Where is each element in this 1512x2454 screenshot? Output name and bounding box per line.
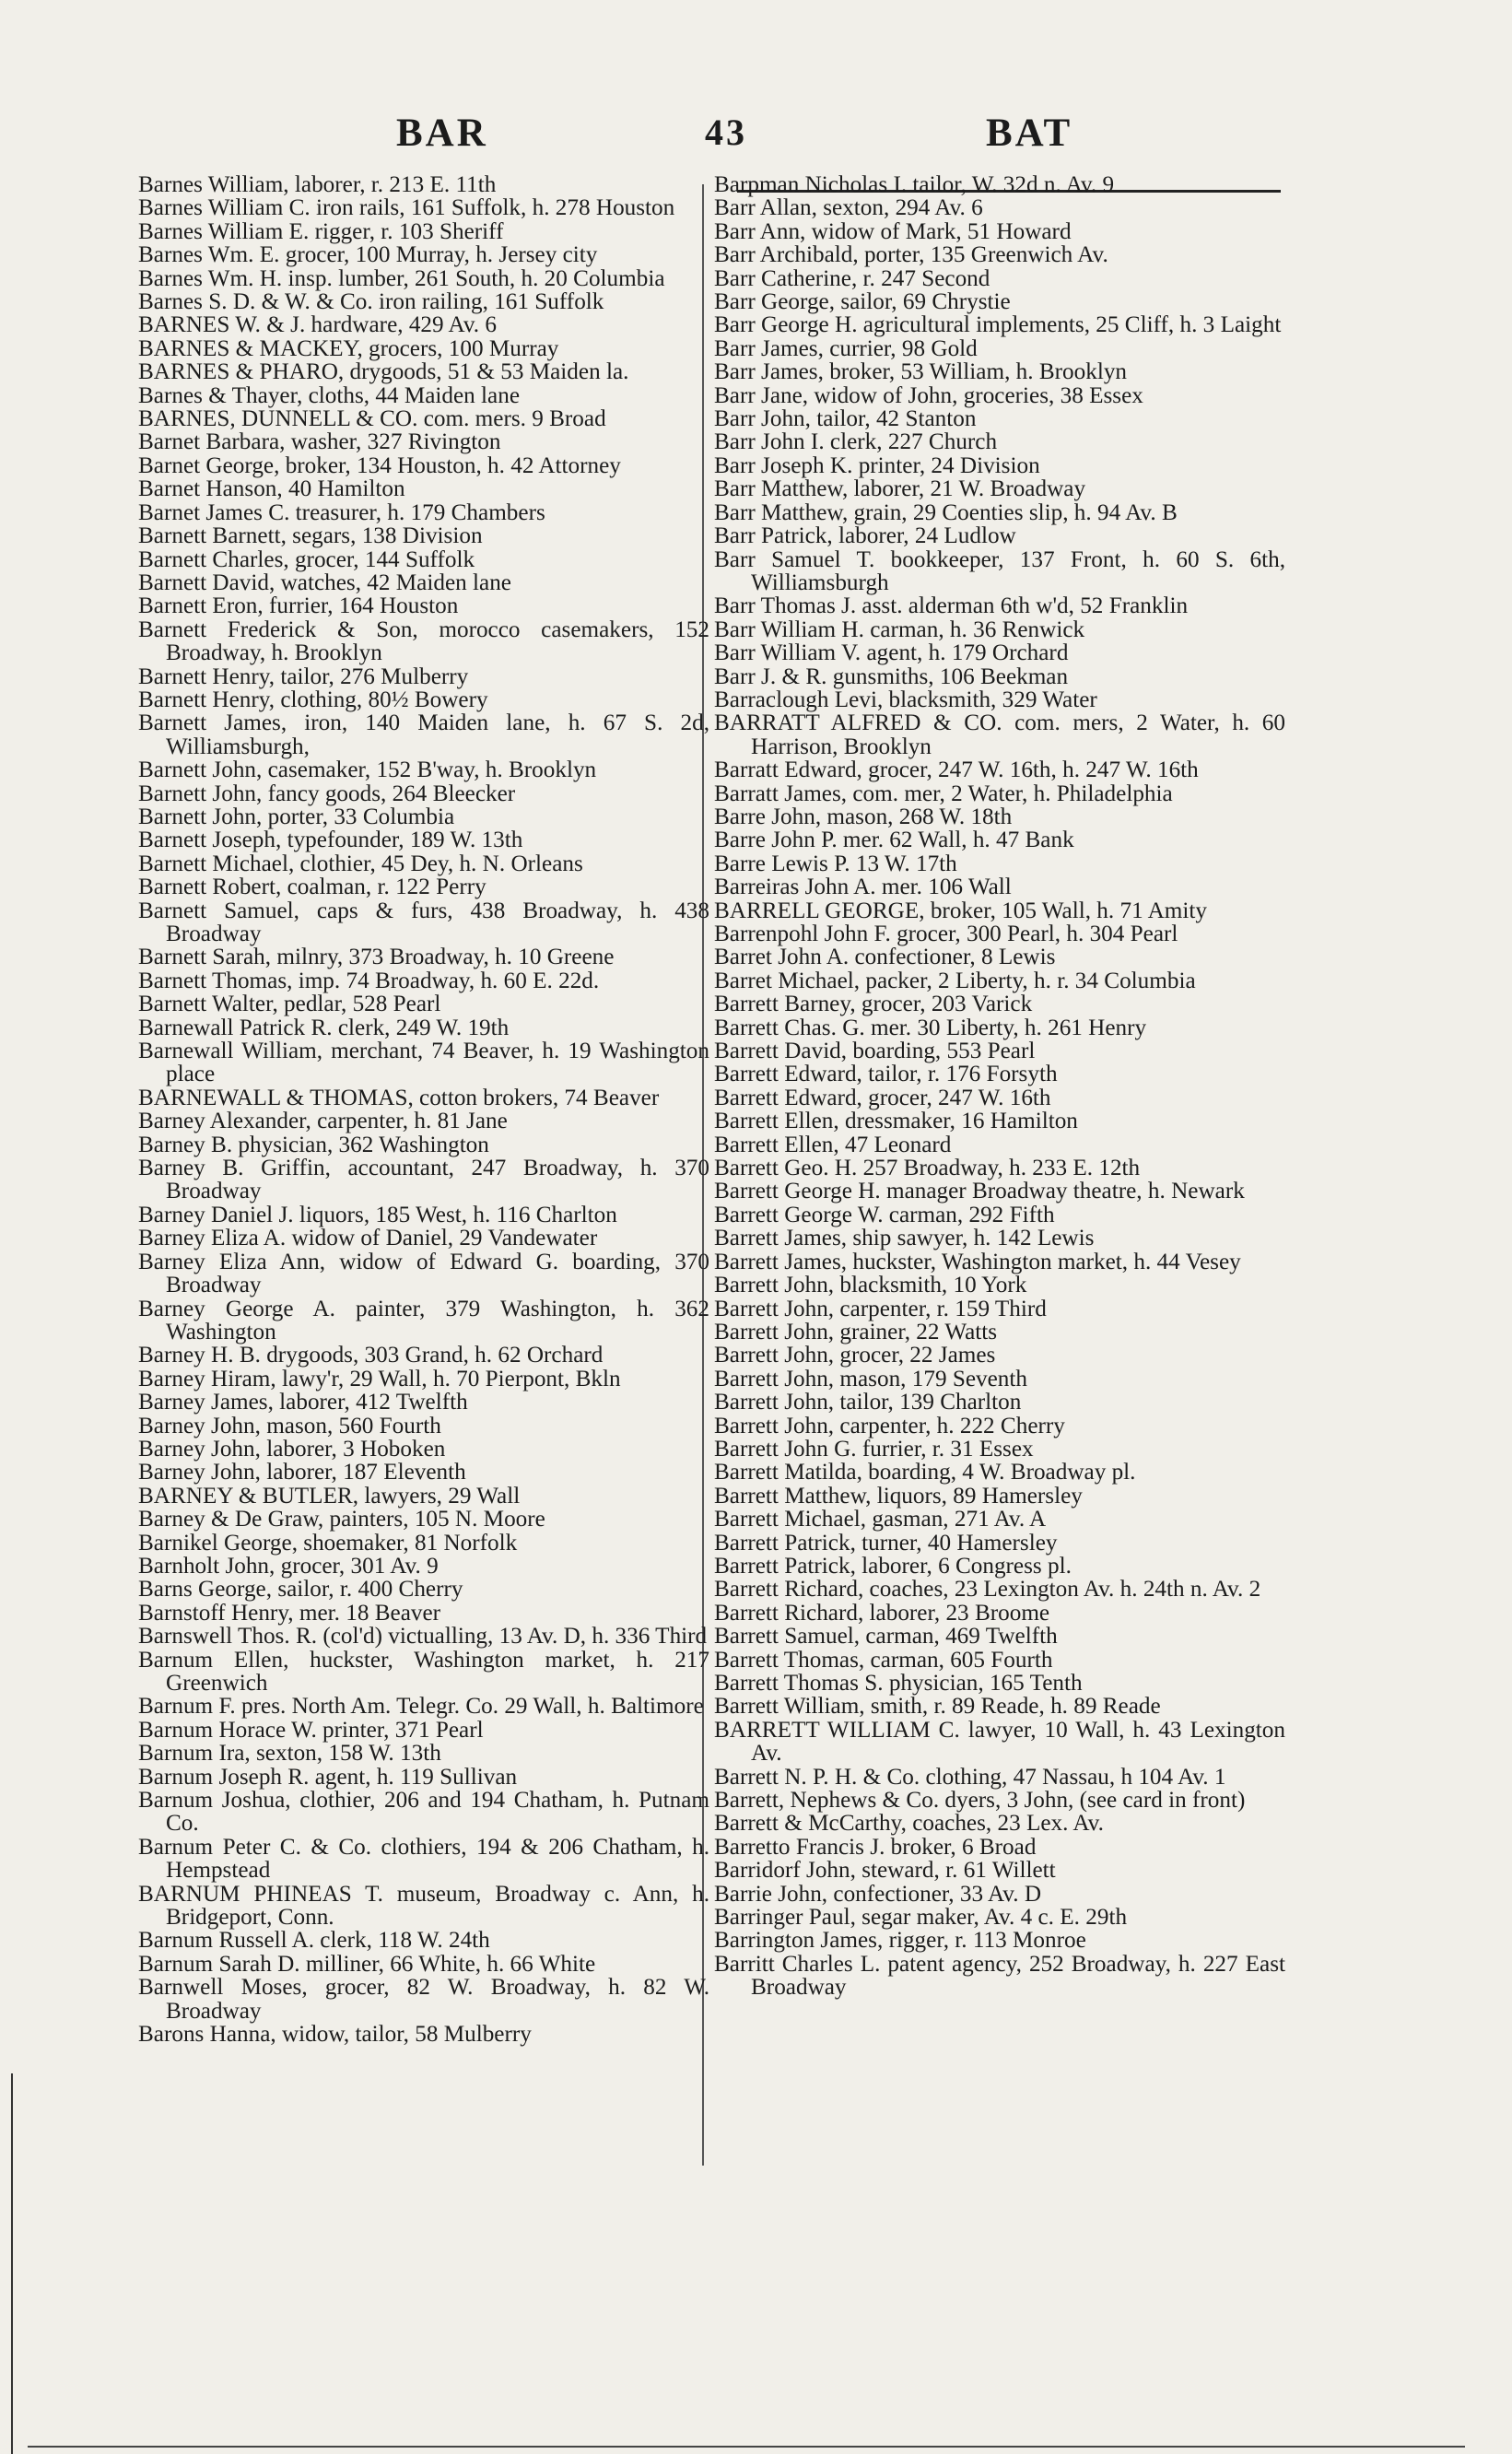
directory-entry: Barnett Thomas, imp. 74 Broadway, h. 60 E. 22d. <box>138 968 600 993</box>
directory-entry: Barnet Barbara, washer, 327 Rivington <box>138 429 501 455</box>
directory-entry: Barr George, sailor, 69 Chrystie <box>714 289 1011 315</box>
directory-entry: Barnett Eron, furrier, 164 Houston <box>138 593 459 619</box>
directory-entry: Barrett David, boarding, 553 Pearl <box>714 1039 1036 1064</box>
directory-entry: Barr J. & R. gunsmiths, 106 Beekman <box>714 663 1069 689</box>
directory-entry: Barrenpohl John F. grocer, 300 Pearl, h. 304 Pearl <box>714 922 1178 946</box>
directory-entry: Barney Hiram, lawy'r, 29 Wall, h. 70 Pierpont, Bkln <box>138 1366 621 1391</box>
directory-entry: Barrett George H. manager Broadway theatre, h. Newark <box>714 1179 1245 1204</box>
directory-entry: Barritt Charles L. patent agency, 252 Broadway, h. 227 East Broadway <box>714 1951 1285 2001</box>
directory-entry: Barraclough Levi, blacksmith, 329 Water <box>714 687 1097 712</box>
directory-entry: Barr Patrick, laborer, 24 Ludlow <box>714 523 1016 549</box>
directory-entry: Barrett John, blacksmith, 10 York <box>714 1273 1027 1298</box>
directory-entry: Barret John A. confectioner, 8 Lewis <box>714 945 1056 970</box>
header-left-word: BAR <box>396 112 488 155</box>
directory-entry: Barreiras John A. mer. 106 Wall <box>714 875 1012 900</box>
directory-entry: Barnum Ira, sexton, 158 W. 13th <box>138 1741 441 1767</box>
directory-entry: Barridorf John, steward, r. 61 Willett <box>714 1858 1056 1884</box>
directory-entry: Barney Alexander, carpenter, h. 81 Jane <box>138 1109 508 1134</box>
directory-entry: Barnett Frederick & Son, morocco casemakers, 152 Broadway, h. Brooklyn <box>138 616 709 666</box>
directory-entry: Barney John, laborer, 3 Hoboken <box>138 1436 446 1462</box>
directory-entry: Barr William H. carman, h. 36 Renwick <box>714 616 1085 642</box>
right-column <box>714 173 1285 2000</box>
directory-entry: Barnes Wm. E. grocer, 100 Murray, h. Jersey city <box>138 242 598 268</box>
page-edge-line <box>11 2073 13 2454</box>
directory-entry: Barnum Ellen, huckster, Washington market, h. 217 Greenwich <box>138 1647 709 1696</box>
directory-entry: Barr Joseph K. printer, 24 Division <box>714 452 1040 478</box>
header-right-word: BAT <box>986 112 1073 155</box>
directory-entry: Barratt Edward, grocer, 247 W. 16th, h. 247 W. 16th <box>714 757 1199 783</box>
directory-entry: Barr James, currier, 98 Gold <box>714 335 978 361</box>
directory-entry: Barretto Francis J. broker, 6 Broad <box>714 1834 1037 1860</box>
directory-entry: Barr Samuel T. bookkeeper, 137 Front, h. 60 S. 6th, Williamsburgh <box>714 546 1285 595</box>
directory-entry: Barrett James, huckster, Washington market, h. 44 Vesey <box>714 1249 1241 1274</box>
directory-entry: Barns George, sailor, r. 400 Cherry <box>138 1577 463 1603</box>
directory-entry: Barrett Chas. G. mer. 30 Liberty, h. 261 Henry <box>714 1015 1147 1040</box>
directory-entry: Barrett John G. furrier, r. 31 Essex <box>714 1436 1034 1462</box>
directory-entry: Barrett John, grainer, 22 Watts <box>714 1319 998 1344</box>
directory-entry: Barre Lewis P. 13 W. 17th <box>714 851 957 876</box>
directory-entry: Barrett Barney, grocer, 203 Varick <box>714 992 1033 1017</box>
directory-entry: Barnum Sarah D. milliner, 66 White, h. 66 White <box>138 1951 596 1977</box>
directory-entry: Barnett David, watches, 42 Maiden lane <box>138 569 511 595</box>
directory-entry: Barr Ann, widow of Mark, 51 Howard <box>714 218 1072 244</box>
directory-entry: Barr James, broker, 53 William, h. Brooklyn <box>714 359 1128 385</box>
directory-entry: Barnes William C. iron rails, 161 Suffolk, h. 278 Houston <box>138 195 675 221</box>
directory-entry: Barrett Geo. H. 257 Broadway, h. 233 E. 12th <box>714 1156 1141 1181</box>
directory-entry: Barrett James, ship sawyer, h. 142 Lewis <box>714 1226 1095 1251</box>
directory-entry: Barrett Matthew, liquors, 89 Hamersley <box>714 1483 1083 1509</box>
directory-entry: Barnett Sarah, milnry, 373 Broadway, h. 10 Greene <box>138 945 615 970</box>
directory-entry: Barnswell Thos. R. (col'd) victualling, 13 Av. D, h. 336 Third <box>138 1624 708 1650</box>
directory-entry: Barrett William, smith, r. 89 Reade, h. 89 Reade <box>714 1694 1161 1720</box>
directory-entry: Barney H. B. drygoods, 303 Grand, h. 62 Orchard <box>138 1343 604 1368</box>
directory-entry: BARRETT WILLIAM C. lawyer, 10 Wall, h. 43 Lexington Av. <box>714 1717 1285 1767</box>
directory-entry: BARRELL GEORGE, broker, 105 Wall, h. 71 Amity <box>714 898 1207 923</box>
directory-entry: Barnett Henry, tailor, 276 Mulberry <box>138 663 469 689</box>
directory-entry: Barr William V. agent, h. 179 Orchard <box>714 640 1069 666</box>
directory-entry: BARRATT ALFRED & CO. com. mers, 2 Water, h. 60 Harrison, Brooklyn <box>714 710 1285 759</box>
directory-entry: Barr Catherine, r. 247 Second <box>714 265 990 291</box>
page-number: 43 <box>705 112 747 153</box>
directory-entry: Barr John I. clerk, 227 Church <box>714 429 998 455</box>
directory-entry: Barney George A. painter, 379 Washington, h. 362 Washington <box>138 1296 709 1344</box>
directory-entry: Barratt James, com. mer, 2 Water, h. Philadelphia <box>714 781 1173 806</box>
directory-entry: Barnett John, casemaker, 152 B'way, h. Brooklyn <box>138 757 597 783</box>
directory-entry: Barnett John, fancy goods, 264 Bleecker <box>138 781 516 806</box>
directory-entry: Barrett John, carpenter, r. 159 Third <box>714 1296 1047 1321</box>
directory-entry: Barnes William E. rigger, r. 103 Sheriff <box>138 218 504 244</box>
directory-entry: Barnes S. D. & W. & Co. iron railing, 161 Suffolk <box>138 289 604 315</box>
directory-entry: Barrett Ellen, 47 Leonard <box>714 1132 952 1157</box>
directory-entry: Barnum Joshua, clothier, 206 and 194 Chatham, h. Putnam Co. <box>138 1788 709 1837</box>
directory-entry: Barre John P. mer. 62 Wall, h. 47 Bank <box>714 828 1074 853</box>
directory-entry: Barrett & McCarthy, coaches, 23 Lex. Av. <box>714 1811 1104 1837</box>
directory-entry: Barr Allan, sexton, 294 Av. 6 <box>714 195 983 221</box>
left-column <box>138 173 709 2047</box>
directory-entry: Barpman Nicholas I. tailor, W. 32d n. Av. 9 <box>714 172 1115 197</box>
directory-entry: BARNES & PHARO, drygoods, 51 & 53 Maiden la. <box>138 359 629 385</box>
directory-entry: BARNES & MACKEY, grocers, 100 Murray <box>138 335 559 361</box>
directory-entry: Barnett Joseph, typefounder, 189 W. 13th <box>138 828 523 853</box>
directory-entry: Barrett Patrick, turner, 40 Hamersley <box>714 1530 1058 1556</box>
directory-entry: Barrett John, tailor, 139 Charlton <box>714 1390 1022 1415</box>
directory-entry: Barnum F. pres. North Am. Telegr. Co. 29 Wall, h. Baltimore <box>138 1694 704 1720</box>
directory-entry: Barr Archibald, porter, 135 Greenwich Av. <box>714 242 1108 268</box>
directory-entry: Barrett Patrick, laborer, 6 Congress pl. <box>714 1553 1072 1579</box>
directory-entry: Barnet George, broker, 134 Houston, h. 42 Attorney <box>138 452 621 478</box>
directory-entry: Barr Matthew, grain, 29 Coenties slip, h. 94 Av. B <box>714 499 1178 525</box>
directory-entry: Barnwell Moses, grocer, 82 W. Broadway, h. 82 W. Broadway <box>138 1975 709 2024</box>
directory-entry: Barrett Ellen, dressmaker, 16 Hamilton <box>714 1109 1078 1134</box>
directory-entry: BARNES W. & J. hardware, 429 Av. 6 <box>138 312 497 338</box>
directory-entry: Barrett George W. carman, 292 Fifth <box>714 1202 1055 1227</box>
directory-entry: Barr Thomas J. asst. alderman 6th w'd, 52 Franklin <box>714 593 1189 619</box>
directory-entry: Barney B. physician, 362 Washington <box>138 1132 489 1157</box>
directory-entry: Barnett Samuel, caps & furs, 438 Broadway, h. 438 Broadway <box>138 898 709 946</box>
directory-entry: Barnett John, porter, 33 Columbia <box>138 804 455 829</box>
directory-entry: Barre John, mason, 268 W. 18th <box>714 804 1013 829</box>
directory-entry: Barrett N. P. H. & Co. clothing, 47 Nassau, h 104 Av. 1 <box>714 1764 1226 1790</box>
directory-entry: Barnett Walter, pedlar, 528 Pearl <box>138 992 441 1017</box>
directory-entry: Barrie John, confectioner, 33 Av. D <box>714 1881 1042 1907</box>
directory-entry: Barrett Thomas S. physician, 165 Tenth <box>714 1671 1083 1696</box>
directory-entry: Barney James, laborer, 412 Twelfth <box>138 1390 468 1415</box>
directory-entry: Barr Jane, widow of John, groceries, 38 Essex <box>714 382 1143 408</box>
directory-entry: Barrett, Nephews & Co. dyers, 3 John, (see card in front) <box>714 1788 1246 1814</box>
directory-entry: Barrett John, carpenter, h. 222 Cherry <box>714 1413 1065 1438</box>
directory-entry: Barr George H. agricultural implements, 25 Cliff, h. 3 Laight <box>714 312 1282 338</box>
directory-entry: Barnett Barnett, segars, 138 Division <box>138 523 483 549</box>
directory-entry: Barnholt John, grocer, 301 Av. 9 <box>138 1553 439 1579</box>
directory-entry: BARNEY & BUTLER, lawyers, 29 Wall <box>138 1483 521 1509</box>
directory-entry: Barney Eliza A. widow of Daniel, 29 Vandewater <box>138 1226 598 1251</box>
directory-entry: Barr John, tailor, 42 Stanton <box>714 406 977 432</box>
directory-entry: BARNUM PHINEAS T. museum, Broadway c. Ann, h. Bridgeport, Conn. <box>138 1881 709 1931</box>
directory-entry: Barnet Hanson, 40 Hamilton <box>138 476 405 502</box>
directory-entry: BARNES, DUNNELL & CO. com. mers. 9 Broad <box>138 406 606 432</box>
directory-entry: Barret Michael, packer, 2 Liberty, h. r. 34 Columbia <box>714 968 1196 993</box>
directory-entry: Barnett Robert, coalman, r. 122 Perry <box>138 875 486 900</box>
directory-entry: Barney Eliza Ann, widow of Edward G. boarding, 370 Broadway <box>138 1249 709 1298</box>
directory-entry: Barnewall William, merchant, 74 Beaver, h. 19 Washington place <box>138 1039 709 1087</box>
directory-entry: Barnes & Thayer, cloths, 44 Maiden lane <box>138 382 521 408</box>
directory-entry: Barrett Michael, gasman, 271 Av. A <box>714 1507 1047 1532</box>
directory-entry: Barrett Richard, laborer, 23 Broome <box>714 1600 1050 1626</box>
directory-entry: Barrett Samuel, carman, 469 Twelfth <box>714 1624 1058 1650</box>
directory-entry: Barney John, laborer, 187 Eleventh <box>138 1460 466 1485</box>
directory-entry: Barnett Henry, clothing, 80½ Bowery <box>138 687 488 712</box>
directory-entry: Barnum Russell A. clerk, 118 W. 24th <box>138 1928 490 1954</box>
directory-entry: Barnikel George, shoemaker, 81 Norfolk <box>138 1530 518 1556</box>
directory-entry: Barnes Wm. H. insp. lumber, 261 South, h. 20 Columbia <box>138 265 665 291</box>
directory-entry: Barnstoff Henry, mer. 18 Beaver <box>138 1600 441 1626</box>
directory-entry: Barrett John, grocer, 22 James <box>714 1343 996 1368</box>
directory-entry: Barrington James, rigger, r. 113 Monroe <box>714 1928 1086 1954</box>
directory-entry: Barrett Edward, grocer, 247 W. 16th <box>714 1085 1051 1110</box>
directory-entry: Barrett Thomas, carman, 605 Fourth <box>714 1647 1053 1673</box>
directory-entry: Barnewall Patrick R. clerk, 249 W. 19th <box>138 1015 510 1040</box>
directory-entry: BARNEWALL & THOMAS, cotton brokers, 74 Beaver <box>138 1085 660 1110</box>
page-header <box>138 111 1419 166</box>
directory-entry: Barrett John, mason, 179 Seventh <box>714 1366 1027 1391</box>
directory-entry: Barnett Charles, grocer, 144 Suffolk <box>138 546 475 572</box>
directory-entry: Barnett James, iron, 140 Maiden lane, h. 67 S. 2d, Williamsburgh, <box>138 710 709 759</box>
directory-entry: Barnum Horace W. printer, 371 Pearl <box>138 1717 484 1743</box>
directory-entry: Barnum Peter C. & Co. clothiers, 194 & 206 Chatham, h. Hempstead <box>138 1834 709 1884</box>
directory-entry: Barrett Richard, coaches, 23 Lexington Av. h. 24th n. Av. 2 <box>714 1577 1261 1603</box>
directory-entry: Barnett Michael, clothier, 45 Dey, h. N. Orleans <box>138 851 583 876</box>
directory-entry: Barringer Paul, segar maker, Av. 4 c. E. 29th <box>714 1905 1128 1931</box>
directory-entry: Barnum Joseph R. agent, h. 119 Sullivan <box>138 1764 518 1790</box>
directory-entry: Barney & De Graw, painters, 105 N. Moore <box>138 1507 545 1532</box>
page-bottom-line <box>28 2446 1465 2448</box>
directory-entry: Barney Daniel J. liquors, 185 West, h. 116 Charlton <box>138 1202 617 1227</box>
directory-entry: Barrett Edward, tailor, r. 176 Forsyth <box>714 1062 1058 1087</box>
directory-entry: Barney John, mason, 560 Fourth <box>138 1413 441 1438</box>
directory-entry: Barrett Matilda, boarding, 4 W. Broadway pl. <box>714 1460 1136 1485</box>
directory-entry: Barnet James C. treasurer, h. 179 Chambers <box>138 499 545 525</box>
directory-entry: Barney B. Griffin, accountant, 247 Broadway, h. 370 Broadway <box>138 1156 709 1204</box>
directory-entry: Barnes William, laborer, r. 213 E. 11th <box>138 172 497 197</box>
directory-entry: Barr Matthew, laborer, 21 W. Broadway <box>714 476 1086 502</box>
directory-entry: Barons Hanna, widow, tailor, 58 Mulberry <box>138 2022 532 2048</box>
